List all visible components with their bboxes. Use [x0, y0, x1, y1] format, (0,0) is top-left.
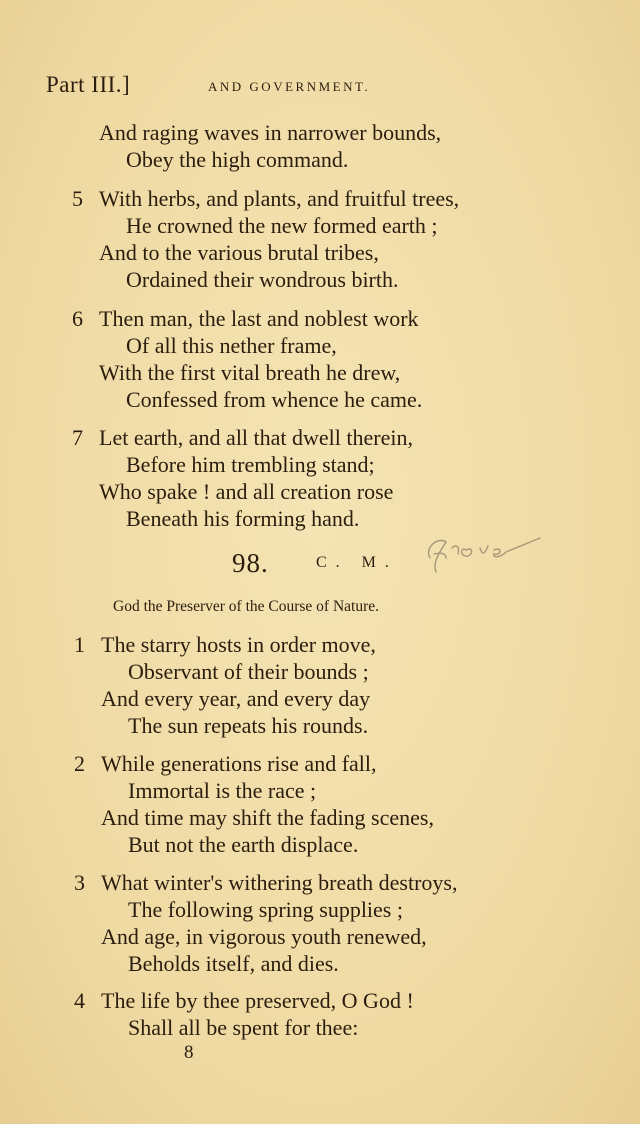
verse-line: And age, in vigorous youth renewed, [101, 924, 427, 949]
verse-line: While generations rise and fall, [101, 751, 377, 776]
running-title: AND GOVERNMENT. [208, 79, 371, 94]
stanza-number: 1 [74, 632, 85, 657]
verse-line: Who spake ! and all creation rose [99, 479, 394, 504]
verse-line: Beneath his forming hand. [126, 506, 360, 531]
verse-line: Observant of their bounds ; [128, 659, 369, 684]
verse-line: The life by thee preserved, O God ! [101, 988, 414, 1013]
verse-line: And to the various brutal tribes, [99, 240, 379, 265]
verse-line: But not the earth displace. [128, 832, 359, 857]
verse-line: Ordained their wondrous birth. [126, 267, 399, 292]
verse-line: Shall all be spent for thee: [128, 1015, 359, 1040]
verse-line: Then man, the last and noblest work [99, 306, 419, 331]
hymn-subtitle: God the Preserver of the Course of Nature. [113, 598, 379, 615]
verse-line: The following spring supplies ; [128, 897, 403, 922]
stanza-number: 5 [72, 186, 83, 211]
page-number: 8 [184, 1042, 194, 1063]
verse-line: And every year, and every day [101, 686, 371, 711]
running-header [46, 72, 606, 98]
verse-line: And time may shift the fading scenes, [101, 805, 434, 830]
stanza-number: 4 [74, 988, 85, 1013]
verse-line: What winter's withering breath destroys, [101, 870, 458, 895]
verse-line: The starry hosts in order move, [101, 632, 376, 657]
verse-line: Obey the high command. [126, 147, 349, 172]
verse-line: Immortal is the race ; [128, 778, 317, 803]
hymn-number: 98. [232, 548, 269, 578]
verse-line: He crowned the new formed earth ; [126, 213, 438, 238]
verse-line: With the first vital breath he drew, [99, 360, 401, 385]
pencil-annotation-icon [420, 528, 560, 588]
verse-line: With herbs, and plants, and fruitful trees, [99, 186, 460, 211]
part-label: Part III.] [46, 72, 131, 97]
verse-line: Let earth, and all that dwell therein, [99, 425, 413, 450]
stanza-number: 2 [74, 751, 85, 776]
verse-line: Before him trembling stand; [126, 452, 375, 477]
verse-line: Of all this nether frame, [126, 333, 337, 358]
hymn-meter: C. M. [316, 554, 398, 571]
verse-line: And raging waves in narrower bounds, [99, 120, 442, 145]
verse-line: Confessed from whence he came. [126, 387, 423, 412]
stanza-number: 7 [72, 425, 83, 450]
stanza-number: 3 [74, 870, 85, 895]
verse-line: Beholds itself, and dies. [128, 951, 339, 976]
verse-line: The sun repeats his rounds. [128, 713, 369, 738]
stanza-number: 6 [72, 306, 83, 331]
